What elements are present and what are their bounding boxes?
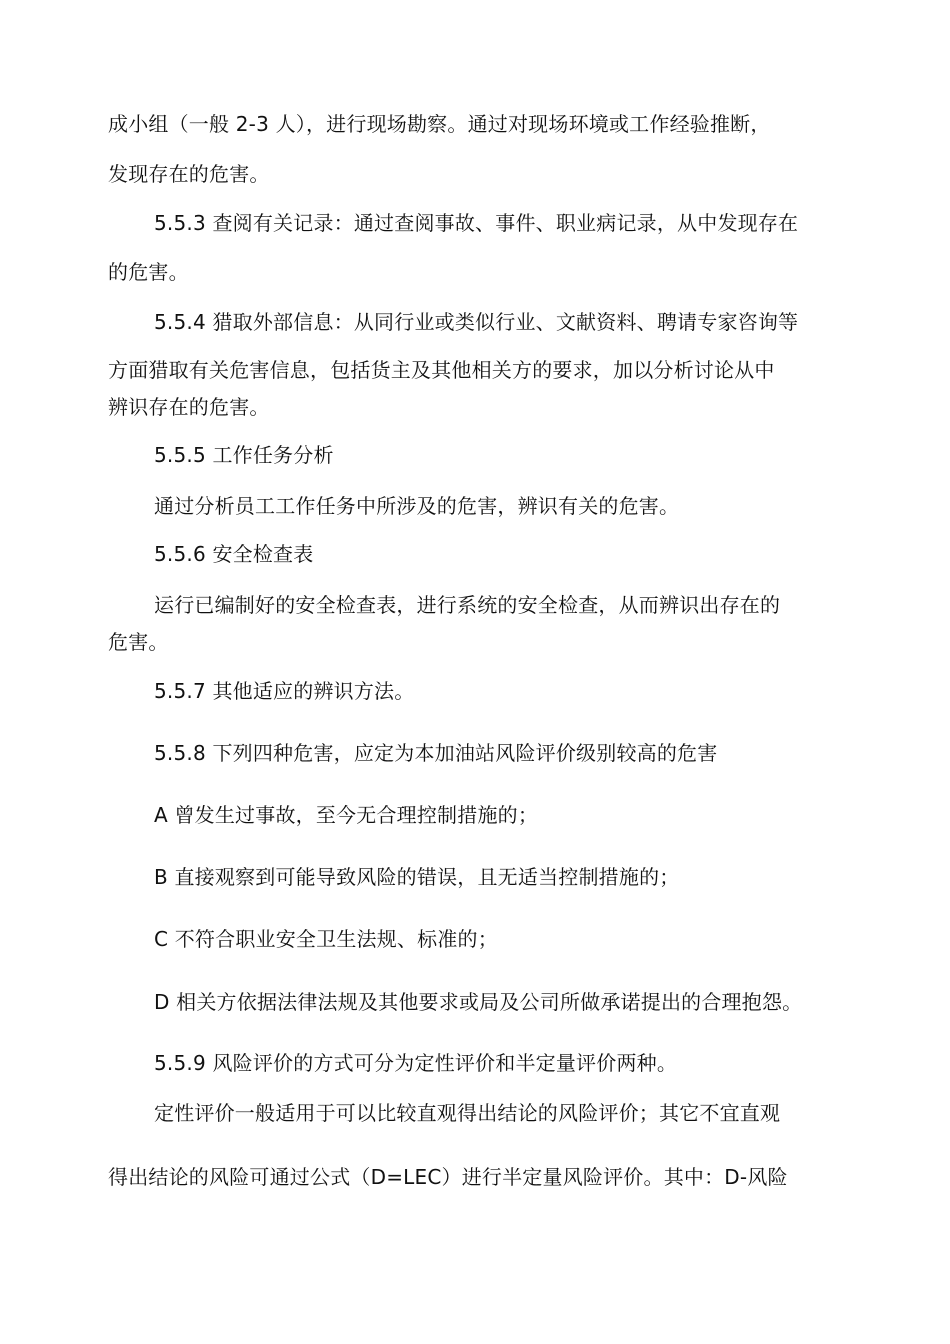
text-line: 5.5.6 安全检查表	[154, 542, 314, 566]
text-line: 5.5.8 下列四种危害，应定为本加油站风险评价级别较高的危害	[154, 741, 718, 765]
text-line: 辨识存在的危害。	[108, 395, 270, 419]
text-line: 方面猎取有关危害信息，包括货主及其他相关方的要求，加以分析讨论从中	[108, 358, 775, 382]
text-line: 5.5.4 猎取外部信息：从同行业或类似行业、文献资料、聘请专家咨询等	[154, 310, 799, 334]
text-line: 成小组（一般 2-3 人），进行现场勘察。通过对现场环境或工作经验推断，	[108, 112, 771, 136]
text-line: 的危害。	[108, 260, 189, 284]
text-line: D 相关方依据法律法规及其他要求或局及公司所做承诺提出的合理抱怨。	[154, 990, 803, 1014]
text-line: 5.5.7 其他适应的辨识方法。	[154, 679, 415, 703]
text-line: 危害。	[108, 630, 169, 654]
text-line: 5.5.3 查阅有关记录：通过查阅事故、事件、职业病记录，从中发现存在	[154, 211, 799, 235]
text-line: 5.5.5 工作任务分析	[154, 443, 334, 467]
text-line: 发现存在的危害。	[108, 162, 270, 186]
text-line: B 直接观察到可能导致风险的错误，且无适当控制措施的；	[154, 865, 680, 889]
text-line: 定性评价一般适用于可以比较直观得出结论的风险评价；其它不宜直观	[154, 1101, 781, 1125]
text-line: 通过分析员工工作任务中所涉及的危害，辨识有关的危害。	[154, 494, 680, 518]
text-line: C 不符合职业安全卫生法规、标准的；	[154, 927, 498, 951]
text-line: 运行已编制好的安全检查表，进行系统的安全检查，从而辨识出存在的	[154, 593, 781, 617]
text-line: 得出结论的风险可通过公式（D=LEC）进行半定量风险评价。其中：D-风险	[108, 1165, 788, 1189]
text-line: A 曾发生过事故，至今无合理控制措施的；	[154, 803, 539, 827]
text-line: 5.5.9 风险评价的方式可分为定性评价和半定量评价两种。	[154, 1051, 678, 1075]
